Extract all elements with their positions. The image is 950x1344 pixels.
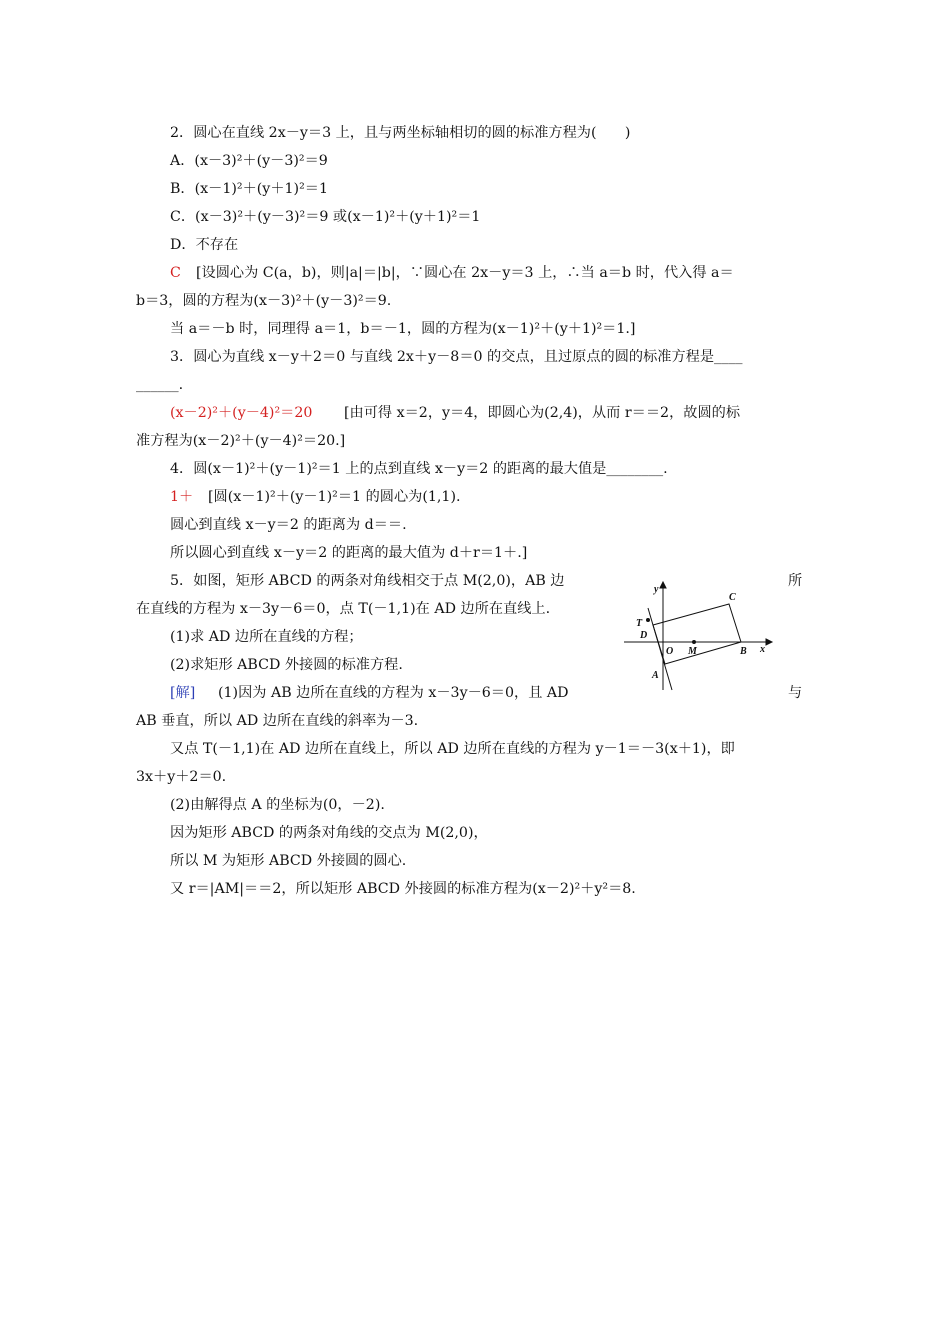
- q3-stem-line-2: ______.: [136, 377, 184, 393]
- q4-stem: 4．圆(x－1)²＋(y－1)²＝1 上的点到直线 x－y＝2 的距离的最大值是________.: [170, 461, 668, 477]
- point-m: [692, 640, 696, 644]
- q2-solution-line-2: b＝3，圆的方程为(x－3)²＋(y－3)²＝9.: [136, 293, 392, 309]
- q5-solution-line-1: (1)因为 AB 边所在直线的方程为 x－3y－6＝0，且 AD: [218, 685, 569, 701]
- y-axis-arrow: [660, 582, 666, 588]
- label-o: O: [666, 646, 674, 657]
- label-a: A: [652, 670, 659, 681]
- q5-jie-label: [解]: [170, 685, 196, 701]
- q5-solution-line-6: 因为矩形 ABCD 的两条对角线的交点为 M(2,0)，: [170, 825, 488, 841]
- q3-solution-line-1: [由可得 x＝2，y＝4，即圆心为(2,4)，从而 r＝＝2，故圆的标: [344, 405, 741, 421]
- q2-option-a: A．(x－3)²＋(y－3)²＝9: [170, 153, 328, 169]
- q5-solution-line-2: AB 垂直，所以 AD 边所在直线的斜率为－3.: [136, 713, 419, 729]
- label-t: T: [636, 618, 643, 629]
- rectangle-diagram: [620, 578, 780, 698]
- label-x: x: [760, 644, 765, 655]
- q4-solution-line-2: 圆心到直线 x－y＝2 的距离为 d＝＝.: [170, 517, 407, 533]
- label-m: M: [688, 646, 697, 657]
- q5-solution-line-5: (2)由解得点 A 的坐标为(0，－2).: [170, 797, 385, 813]
- q3-answer: (x－2)²＋(y－4)²＝20: [170, 405, 313, 421]
- q5-solution-line-7: 所以 M 为矩形 ABCD 外接圆的圆心.: [170, 853, 407, 869]
- x-axis-arrow: [766, 639, 772, 645]
- q2-answer: C: [170, 265, 181, 281]
- q2-stem: 2．圆心在直线 2x－y＝3 上，且与两坐标轴相切的圆的标准方程为( ): [170, 125, 631, 141]
- q4-answer: 1＋: [170, 489, 194, 505]
- label-d: D: [640, 630, 648, 641]
- q5-part-2: (2)求矩形 ABCD 外接圆的标准方程.: [170, 657, 403, 673]
- q2-solution-line-1: [设圆心为 C(a，b)，则|a|＝|b|，∵圆心在 2x－y＝3 上，∴当 a＝b 时，代入得 a＝: [196, 265, 734, 281]
- q5-solution-line-4: 3x＋y＋2＝0.: [136, 769, 227, 785]
- q2-solution-line-3: 当 a＝－b 时，同理得 a＝1，b＝－1，圆的方程为(x－1)²＋(y＋1)²＝1.]: [170, 321, 636, 337]
- q5-solution-line-8: 又 r＝|AM|＝＝2，所以矩形 ABCD 外接圆的标准方程为(x－2)²＋y²＝8.: [170, 881, 636, 897]
- q4-solution-line-1: [圆(x－1)²＋(y－1)²＝1 的圆心为(1,1).: [208, 489, 461, 505]
- point-t: [646, 618, 650, 622]
- label-y: y: [654, 584, 659, 595]
- q5-stem-line-1-end: 所: [788, 573, 803, 589]
- q5-stem-line-2: 在直线的方程为 x－3y－6＝0，点 T(－1,1)在 AD 边所在直线上.: [136, 601, 551, 617]
- label-b: B: [740, 646, 747, 657]
- q5-solution-line-1-end: 与: [788, 685, 803, 701]
- q2-option-d: D．不存在: [170, 237, 239, 253]
- q5-solution-line-3: 又点 T(－1,1)在 AD 边所在直线上，所以 AD 边所在直线的方程为 y－1＝－3(x＋1)，即: [170, 741, 735, 757]
- q2-option-c: C．(x－3)²＋(y－3)²＝9 或(x－1)²＋(y＋1)²＝1: [170, 209, 481, 225]
- q4-solution-line-3: 所以圆心到直线 x－y＝2 的距离的最大值为 d＋r＝1＋.]: [170, 545, 528, 561]
- q2-option-b: B．(x－1)²＋(y＋1)²＝1: [170, 181, 328, 197]
- q3-solution-line-2: 准方程为(x－2)²＋(y－4)²＝20.]: [136, 433, 346, 449]
- q5-part-1: (1)求 AD 边所在直线的方程；: [170, 629, 363, 645]
- q3-stem-line-1: 3．圆心为直线 x－y＋2＝0 与直线 2x＋y－8＝0 的交点，且过原点的圆的标准方程是____: [170, 349, 743, 365]
- q5-stem-line-1: 5．如图，矩形 ABCD 的两条对角线相交于点 M(2,0)，AB 边: [170, 573, 565, 589]
- label-c: C: [729, 592, 736, 603]
